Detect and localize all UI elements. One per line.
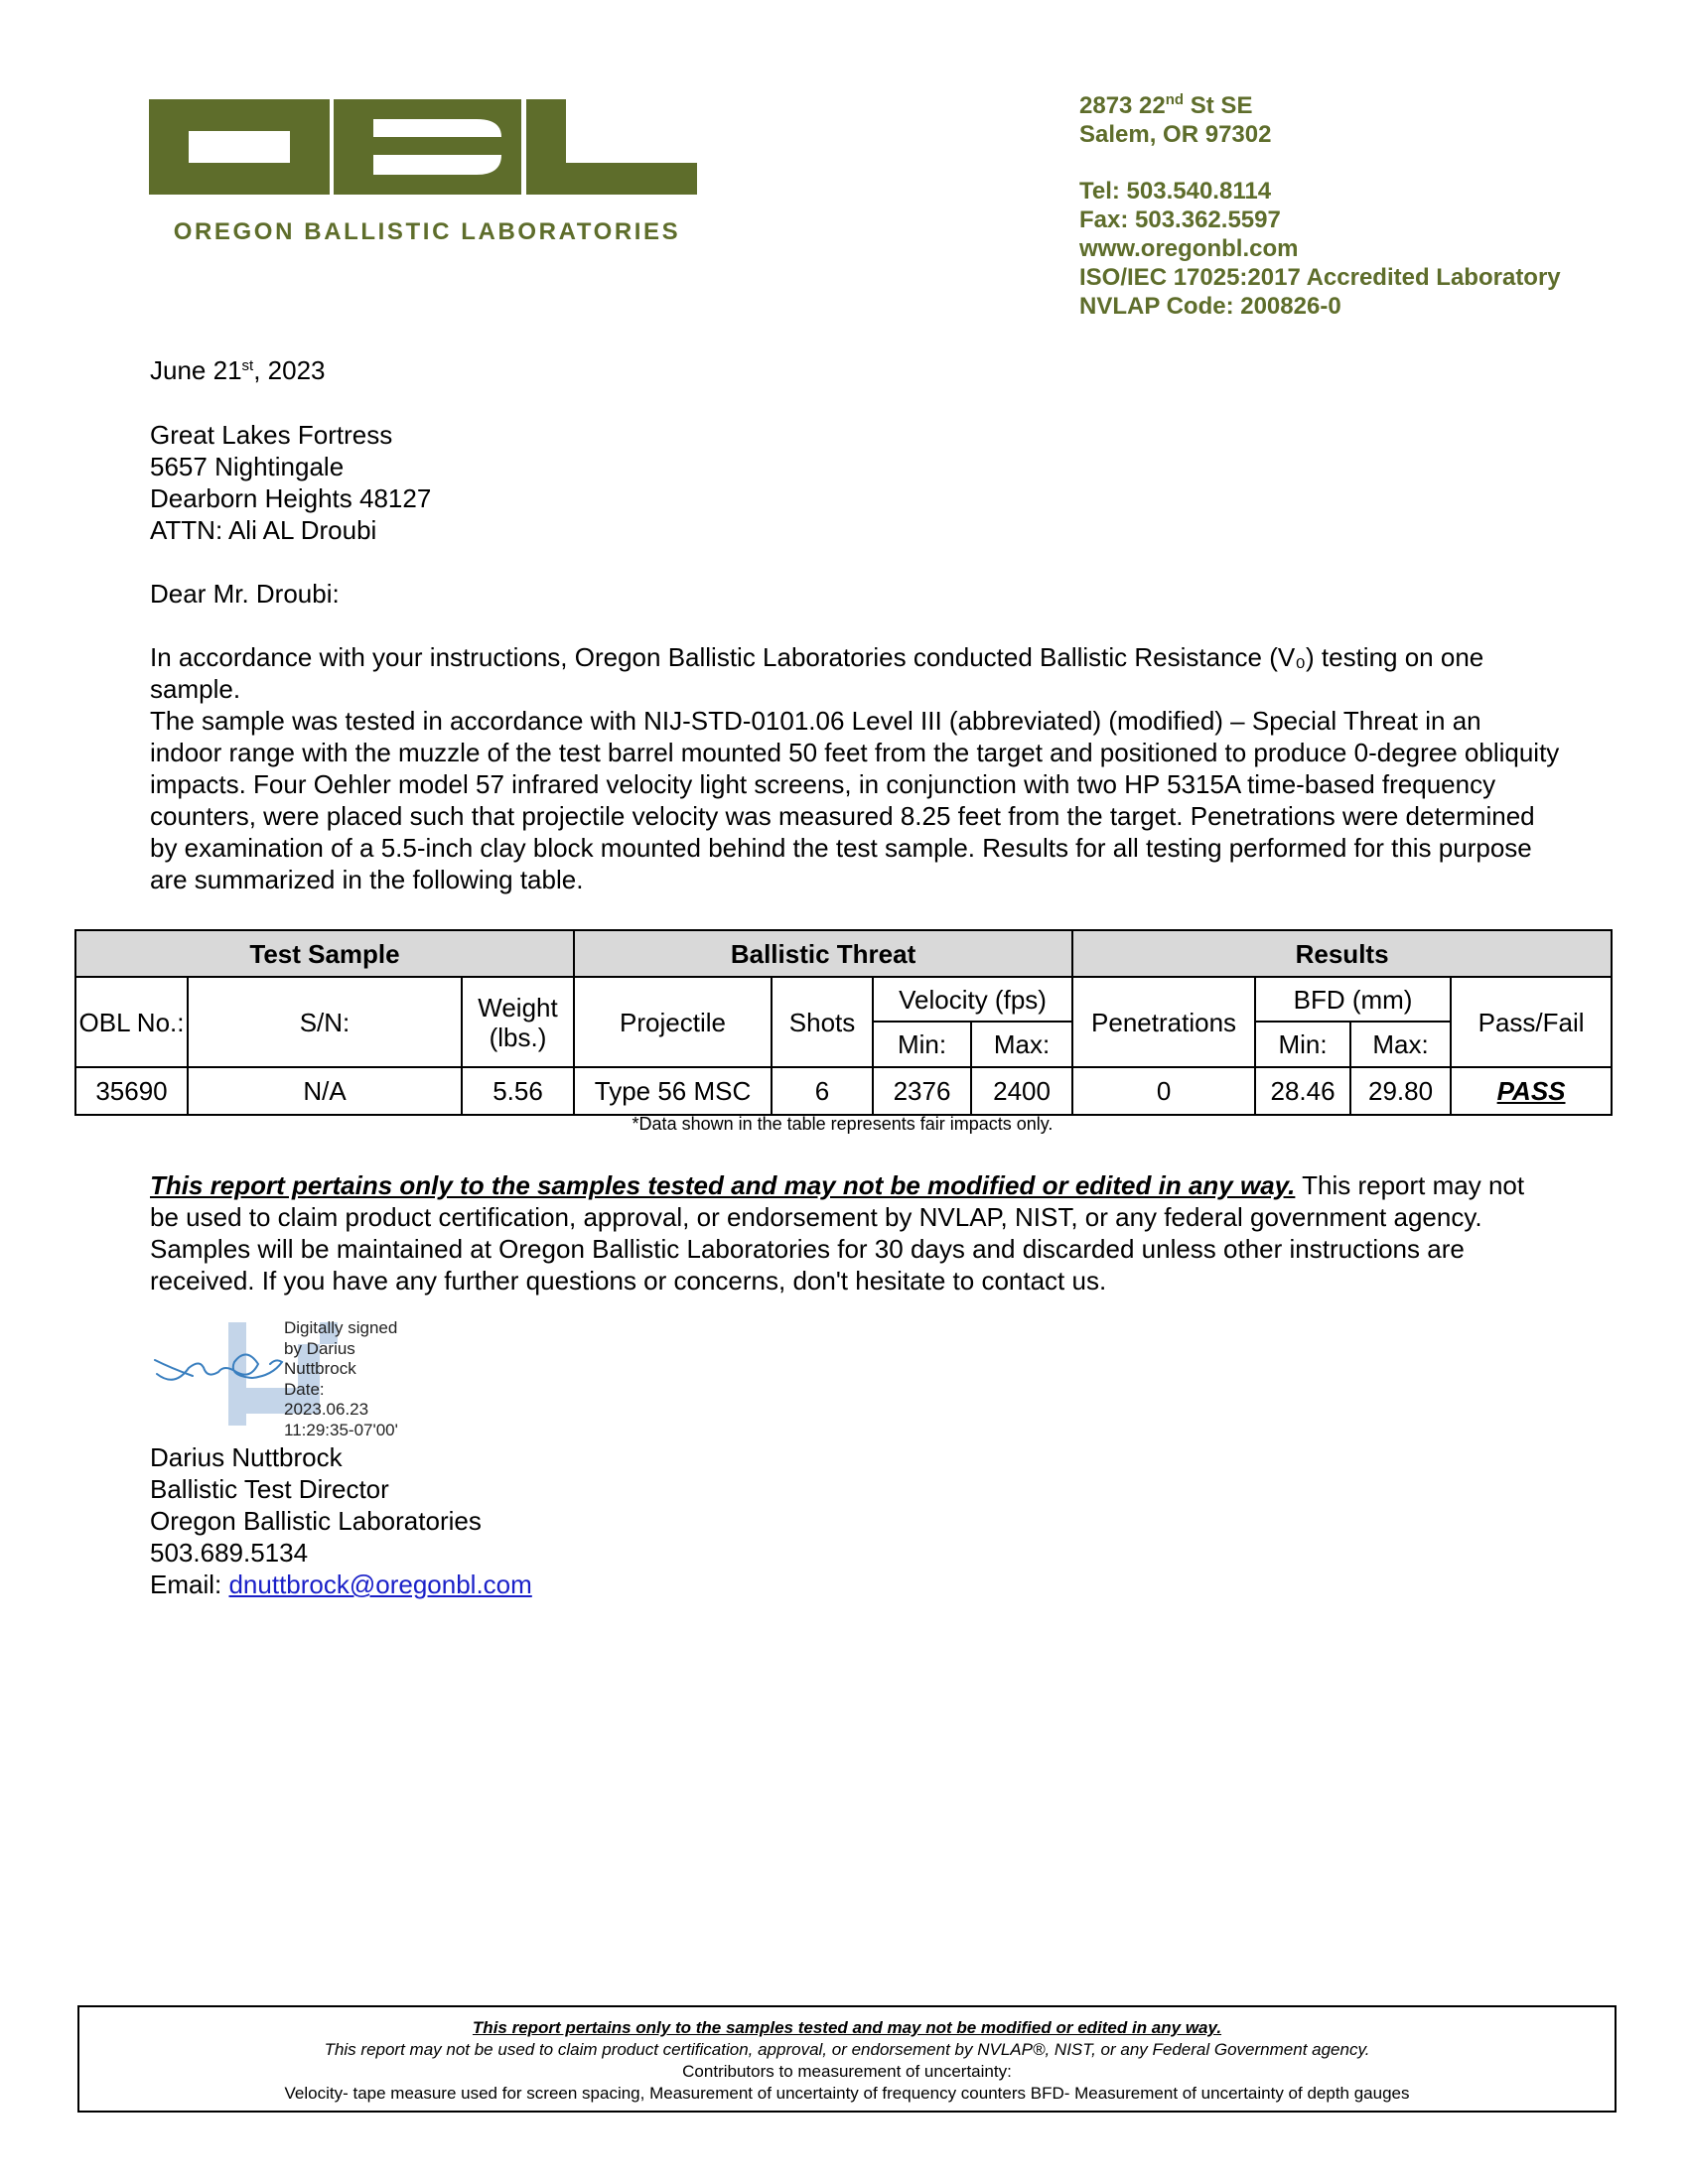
header-sn: S/N:: [188, 977, 462, 1067]
footer-line-1: This report pertains only to the samples tested and may not be modified or edited in any way.: [472, 2018, 1222, 2037]
obl-logo-mark: [149, 95, 705, 205]
lab-address: [1079, 91, 1561, 321]
address-accreditation: ISO/IEC 17025:2017 Accredited Laboratory: [1079, 264, 1561, 291]
cell-projectile: Type 56 MSC: [574, 1067, 772, 1115]
address-city: Salem, OR 97302: [1079, 121, 1272, 148]
cell-bfd-max: 29.80: [1350, 1067, 1451, 1115]
table-row: [75, 1067, 1612, 1115]
header-bfd-min: Min:: [1255, 1022, 1350, 1067]
pass-badge: PASS: [1496, 1076, 1566, 1106]
email-label: Email:: [150, 1570, 229, 1599]
cell-sn: N/A: [188, 1067, 462, 1115]
footer-line-4: Velocity- tape measure used for screen spacing, Measurement of uncertainty of frequency counters BFD- Measurement of uncertainty of depth gauges: [284, 2084, 1410, 2103]
header-pass-fail: Pass/Fail: [1451, 977, 1612, 1067]
sig-line: 11:29:35-07'00': [284, 1420, 398, 1439]
recipient-block: [150, 419, 431, 546]
footer-box: [77, 2005, 1617, 2113]
group-test-sample: Test Sample: [75, 930, 574, 977]
cell-result: [1451, 1067, 1612, 1115]
signer-block: [150, 1441, 532, 1600]
header-weight: Weight (lbs.): [462, 977, 574, 1067]
recipient-city: Dearborn Heights 48127: [150, 483, 432, 513]
cell-bfd-min: 28.46: [1255, 1067, 1350, 1115]
header-velocity-min: Min:: [873, 1022, 971, 1067]
signer-name: Darius Nuttbrock: [150, 1442, 343, 1472]
recipient-attn: ATTN: Ali AL Droubi: [150, 515, 377, 545]
cell-weight: 5.56: [462, 1067, 574, 1115]
header-projectile: Projectile: [574, 977, 772, 1067]
header-penetrations: Penetrations: [1072, 977, 1255, 1067]
cell-velocity-max: 2400: [971, 1067, 1072, 1115]
disclaimer-paragraph: [150, 1169, 1550, 1297]
email-link[interactable]: dnuttbrock@oregonbl.com: [228, 1570, 532, 1599]
group-results: Results: [1072, 930, 1612, 977]
header-velocity-max: Max:: [971, 1022, 1072, 1067]
sig-line: Digitally signed: [284, 1318, 398, 1337]
obl-logo: [149, 95, 705, 254]
intro-paragraph: [150, 641, 1560, 895]
address-nvlap: NVLAP Code: 200826-0: [1079, 293, 1341, 320]
header-bfd: BFD (mm): [1255, 977, 1451, 1022]
logo-subtitle: OREGON BALLISTIC LABORATORIES: [173, 218, 681, 245]
cell-obl-no: 35690: [75, 1067, 188, 1115]
cell-velocity-min: 2376: [873, 1067, 971, 1115]
address-street: 2873 22nd St SE: [1079, 91, 1253, 119]
recipient-company: Great Lakes Fortress: [150, 420, 393, 450]
sig-line: by Darius: [284, 1338, 355, 1358]
cell-shots: 6: [772, 1067, 873, 1115]
address-fax: Fax: 503.362.5597: [1079, 206, 1281, 233]
address-web[interactable]: www.oregonbl.com: [1079, 235, 1299, 262]
sig-line: 2023.06.23: [284, 1400, 369, 1419]
intro-text: In accordance with your instructions, Oregon Ballistic Laboratories conducted Ballistic Resistance (V₀) testing on one sample.: [150, 642, 1484, 704]
letter-date: June 21st, 2023: [150, 355, 326, 385]
footer-line-3: Contributors to measurement of uncertainty:: [682, 2062, 1012, 2081]
signer-org: Oregon Ballistic Laboratories: [150, 1506, 482, 1536]
sig-line: Date:: [284, 1379, 325, 1399]
disclaimer-text: This report may not be used to claim product certification, approval, or endorsement by NVLAP, NIST, or any federal government agency. Samples will be maintained at Oregon Ballistic Laboratories for 30 days and discarded unless other instructions are received. If you have any further questions or concerns, don't hesitate to contact us.: [150, 1170, 1525, 1296]
header-velocity: Velocity (fps): [873, 977, 1072, 1022]
signer-email-row: [150, 1569, 532, 1600]
handwritten-signature: [155, 1354, 282, 1379]
sig-line: Nuttbrock: [284, 1359, 356, 1378]
disclaimer-bold: This report pertains only to the samples tested and may not be modified or edited in any way.: [150, 1170, 1296, 1200]
header-obl-no: OBL No.:: [75, 977, 188, 1067]
table-footnote: *Data shown in the table represents fair impacts only.: [632, 1114, 1054, 1134]
salutation: Dear Mr. Droubi:: [150, 579, 340, 609]
footer-line-2: This report may not be used to claim product certification, approval, or endorsement by NVLAP®, NIST, or any Federal Government agency.: [324, 2040, 1370, 2059]
digital-signature-text: [284, 1318, 398, 1440]
signer-title: Ballistic Test Director: [150, 1474, 389, 1504]
method-text: The sample was tested in accordance with NIJ-STD-0101.06 Level III (abbreviated) (modified) – Special Threat in an indoor range with the muzzle of the test barrel mounted 50 feet from the target and positioned to produce 0-degree obliquity impacts. Four Oehler model 57 infrared velocity light screens, in conjunction with two HP 5315A time-based frequency counters, were placed such that projectile velocity was measured 8.25 feet from the target. Penetrations were determined by examination of a 5.5-inch clay block mounted behind the test sample. Results for all testing performed for this purpose are summarized in the following table.: [150, 706, 1560, 894]
results-table: [74, 929, 1611, 1116]
signer-phone: 503.689.5134: [150, 1538, 309, 1568]
recipient-street: 5657 Nightingale: [150, 452, 345, 481]
cell-penetrations: 0: [1072, 1067, 1255, 1115]
group-ballistic-threat: Ballistic Threat: [574, 930, 1072, 977]
header-shots: Shots: [772, 977, 873, 1067]
header-bfd-max: Max:: [1350, 1022, 1451, 1067]
address-tel: Tel: 503.540.8114: [1079, 178, 1272, 205]
